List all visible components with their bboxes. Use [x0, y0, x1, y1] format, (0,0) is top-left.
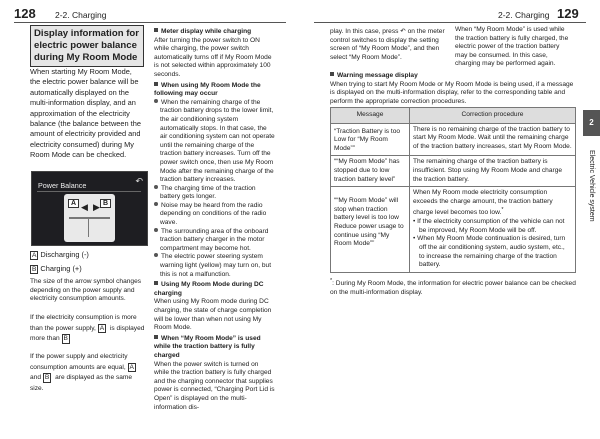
power-balance-screen: [31, 171, 148, 246]
footnote-text: : During My Room Mode, the information for electric power balance can be checked on the multi-information display.: [330, 280, 576, 296]
header-procedure: Correction procedure: [410, 108, 576, 124]
fully-charged-text: When the power switch is turned on while the traction battery is fully charged and the charging connector that supplies power is connected, “Charging Port Lid is Open” is displayed on the multi-information dis-: [154, 360, 275, 411]
table-row: [331, 187, 576, 273]
callout-a-label: A: [32, 252, 37, 259]
row-2-message: ““My Room Mode” has stopped due to low traction battery level”: [331, 156, 410, 187]
my-room-occur-heading-text: When using My Room Mode the following may occur: [154, 81, 261, 98]
inline-callout-b-2: B: [44, 374, 50, 382]
intro-paragraph: When starting My Room Mode, the electric power balance will be automatically displayed on the multi-information display, and an approximation of the electricity balance (the balance between the amount of electricity provided and electricity consumed) during My Room Mode can be checked.: [30, 67, 141, 160]
meter-display-heading: [154, 28, 275, 37]
dc-charging-text: When using My Room mode during DC charging, the state of charge completion will be lower than when not using My Room Mode.: [154, 298, 272, 332]
meter-display-text: After turning the power switch to ON while charging, the power switch automatically turns off if My Room Mode is not selected within approximately 100 seconds.: [154, 36, 272, 78]
warning-message-table: [330, 107, 576, 273]
equal-paragraph: [30, 352, 146, 394]
screen-title: Power Balance: [38, 181, 87, 190]
equal-text-1: If the power supply and electricity consumption amounts are equal,: [30, 353, 128, 371]
bullet-dot-icon: [154, 253, 158, 257]
heading-bullet-icon: [154, 82, 158, 86]
balance-center-mark: [88, 217, 89, 237]
bullet-dot-icon: [154, 228, 158, 232]
warning-intro: When trying to start My Room Mode or My Room Mode is being used, if a message is displayed on the multi-information display, refer to the corresponding table and perform the appropriate correction procedures.: [330, 80, 574, 105]
inline-callout-a: A: [99, 324, 105, 332]
charge-arrow-icon: ▶: [93, 202, 100, 212]
table-row: [331, 156, 576, 187]
fully-charged-heading: [154, 335, 275, 361]
occur-bullet-3: [154, 202, 275, 228]
my-room-occur-heading: [154, 82, 275, 99]
occur-bullet-3-text: Noise may be heard from the radio depending on conditions of the radio wave.: [160, 201, 267, 227]
footnote-star: *: [501, 207, 504, 214]
right-header-rule: [314, 22, 586, 23]
row-1-message: “Traction Battery is too Low for “My Room Mode””: [331, 123, 410, 156]
row-3-procedure-main: [413, 189, 572, 218]
table-row: [331, 123, 576, 156]
left-page-number: 128: [14, 6, 36, 21]
occur-bullet-5-text: The electric power steering system warning light (yellow) may turn on, but this is not a malfunction.: [160, 253, 272, 278]
occur-bullet-4-text: The surrounding area of the onboard traction battery charger in the motor compartment may become hot.: [160, 227, 269, 252]
header-message: Message: [331, 108, 410, 124]
warning-heading-text: Warning message display: [337, 72, 418, 79]
equal-text-2: are displayed as the same size.: [30, 374, 133, 392]
consumption-text-2: is displayed more than: [30, 324, 145, 343]
screen-divider: [37, 191, 141, 192]
occur-bullet-2-text: The charging time of the traction battery gets longer.: [160, 184, 256, 201]
dc-charging-heading-text: Using My Room Mode during DC charging: [154, 281, 264, 297]
fully-charged-heading-text: When “My Room Mode” is used while the traction battery is fully charged: [154, 334, 261, 359]
legend-discharging-text: Discharging (-): [40, 250, 89, 259]
back-icon: ↶: [135, 176, 143, 186]
callout-b-label: B: [32, 266, 37, 273]
right-page-number: 129: [557, 6, 579, 21]
occur-bullet-1: [154, 99, 275, 185]
occur-bullet-1-text: When the remaining charge of the traction battery drops to the lower limit, the air conditioning system automatically stops. In that case, the air conditioning system can not operate until the remaining charge of the traction battery increases. Turn off the power switch once, then use My Room Mode after the remaining charge of the traction battery increases.: [160, 98, 275, 184]
balance-scale-bar: [69, 217, 110, 219]
arrow-size-paragraph: The size of the arrow symbol changes depending on the power supply and electricity consumption amounts.: [30, 278, 142, 303]
screen-callout-a: A: [68, 199, 79, 208]
warning-section: [330, 72, 578, 106]
row-1-procedure: There is no remaining charge of the traction battery to start My Room Mode. Wait until the remaining charge of the traction battery increases, start My Room Mode.: [410, 123, 576, 156]
heading-bullet-icon: [330, 72, 334, 76]
warning-heading: [330, 72, 578, 81]
heading-bullet-icon: [154, 28, 158, 32]
row-3-main-text: When My Room mode electricity consumption exceeds the charge amount, the traction battery charge level becomes too low.: [413, 189, 553, 217]
inline-callout-a-2: A: [129, 363, 134, 371]
fully-charged-note: When “My Room Mode” is used while the traction battery is fully charged, the electric power of the traction battery may be consumed. In this case, charging may be performed again.: [455, 26, 569, 68]
row-3-procedure: [410, 187, 576, 273]
occur-bullet-5: [154, 253, 275, 279]
row-2-procedure: The remaining charge of the traction battery is insufficient. Stop using My Room Mode and charge the traction battery.: [410, 156, 576, 187]
equal-and: and: [30, 374, 42, 382]
heading-bullet-icon: [154, 281, 158, 285]
column-2: [154, 28, 275, 412]
bullet-dot-icon: [154, 99, 158, 103]
right-section-title: 2-2. Charging: [498, 10, 550, 20]
balance-graphic: [64, 194, 115, 242]
meter-display-heading-text: Meter display while charging: [161, 28, 252, 35]
continued-text-1: play. In this case, press: [330, 28, 399, 35]
row-3-bullet-2-text: When My Room Mode continuation is desired, turn off the air conditioning system, audio system, etc., to increase the remaining charge of the traction battery.: [417, 235, 566, 269]
legend-charging-text: Charging (+): [40, 264, 82, 273]
footnote-mark: *: [330, 278, 333, 284]
left-header-rule: [14, 22, 286, 23]
occur-bullet-4: [154, 228, 275, 254]
inline-callout-b: B: [63, 335, 68, 343]
continued-paragraph: [330, 28, 452, 62]
dc-charging-heading: [154, 281, 275, 298]
heading-bullet-icon: [154, 335, 158, 339]
chapter-tab-label: Electric Vehicle system: [588, 150, 595, 222]
row-3-bullet-1-text: If the electricity consumption of the vehicle can not be improved, My Room Mode will be off.: [417, 218, 565, 234]
section-title-box: [30, 25, 144, 67]
continued-text-2: on the meter control switches to display the setting screen of “My Room Mode”, and then select “My Room Mode”.: [330, 28, 445, 61]
occur-bullet-2: [154, 185, 275, 202]
row-3-bullet-1: • If the electricity consumption of the vehicle can not be improved, My Room Mode will be off.: [413, 218, 565, 234]
legend-charging: [30, 264, 82, 274]
consumption-paragraph: [30, 313, 146, 345]
discharge-arrow-icon: ◀: [81, 202, 88, 212]
screen-callout-b: B: [100, 199, 111, 208]
legend-discharging: [30, 250, 89, 260]
consumption-text-1: If the electricity consumption is more than the power supply,: [30, 314, 137, 332]
bullet-dot-icon: [154, 202, 158, 206]
left-section-title: 2-2. Charging: [55, 10, 107, 20]
row-3-bullet-2: • When My Room Mode continuation is desired, turn off the air conditioning system, audio system, etc., to increase the remaining charge of the traction battery.: [413, 235, 566, 269]
row-3-message: ““My Room Mode” will stop when traction battery level is too low Reduce power usage to continue using “My Room Mode””: [331, 187, 410, 273]
table-header-row: [331, 108, 576, 124]
back-switch-icon: ↶: [400, 28, 406, 35]
chapter-tab-number: 2: [583, 110, 600, 136]
table-footnote: [330, 277, 576, 297]
section-title: Display information for electric power balance during My Room Mode: [34, 28, 140, 63]
bullet-dot-icon: [154, 185, 158, 189]
